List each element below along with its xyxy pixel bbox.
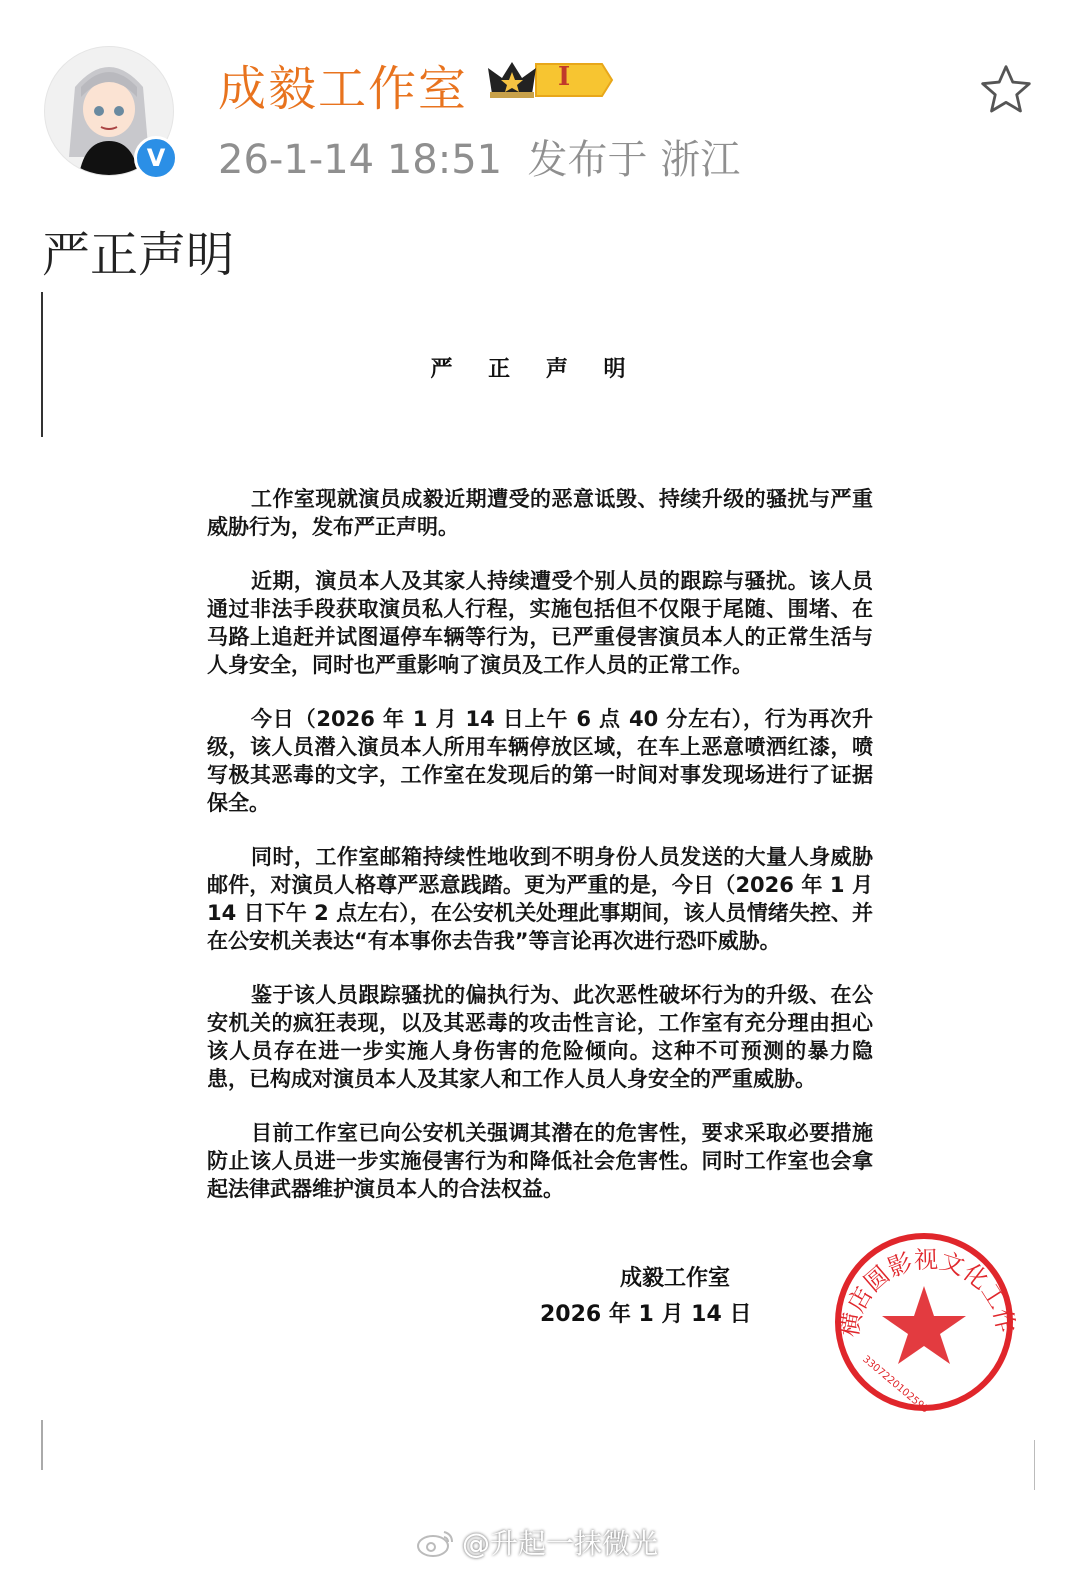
watermark: [416, 1522, 658, 1562]
document-paragraph: 近期，演员本人及其家人持续遭受个别人员的跟踪与骚扰。该人员通过非法手段获取演员私人行程，实施包括但不仅限于尾随、围堵、在马路上追赶并试图逼停车辆等行为，已严重侵害演员本人的正常生活与人身安全，同时也严重影响了演员及工作人员的正常工作。: [207, 569, 873, 677]
official-stamp: [828, 1228, 1022, 1422]
document-body: [207, 485, 873, 1229]
crown-badge-icon[interactable]: [486, 58, 614, 106]
stamp-text: 横店圆影视文化工作: [835, 1245, 1021, 1339]
timestamp: 26-1-14 18:51: [218, 137, 503, 183]
signature-date: 2026 年 1 月 14 日: [540, 1302, 752, 1327]
post-text: 严正声明: [42, 227, 235, 283]
document-border: [41, 1420, 43, 1470]
document-paragraph: 目前工作室已向公安机关强调其潜在的危害性，要求采取必要措施防止该人员进一步实施侵害行为和降低社会危害性。同时工作室也会拿起法律武器维护演员本人的合法权益。: [207, 1121, 873, 1201]
watermark-text: @升起一抹微光: [462, 1527, 659, 1560]
document-paragraph: 今日（2026 年 1 月 14 日上午 6 点 40 分左右），行为再次升级，该人员潜入演员本人所用车辆停放区域，在车上恶意喷洒红漆，喷写极其恶毒的文字，工作室在发现后的第一时间对事发现场进行了证据保全。: [207, 707, 873, 815]
badge-level: I: [558, 62, 571, 92]
verified-icon: V: [134, 136, 178, 180]
post-meta: [218, 128, 740, 185]
document-paragraph: 工作室现就演员成毅近期遭受的恶意诋毁、持续升级的骚扰与严重威胁行为，发布严正声明。: [207, 487, 873, 539]
location: 发布于 浙江: [527, 137, 741, 183]
star-icon[interactable]: [978, 62, 1034, 122]
signature-name: 成毅工作室: [620, 1266, 731, 1291]
document-border: [1034, 1440, 1035, 1490]
document-title: 严 正 声 明: [430, 357, 640, 382]
document-paragraph: 鉴于该人员跟踪骚扰的偏执行为、此次恶性破坏行为的升级、在公安机关的疯狂表现，以及其恶毒的攻击性言论，工作室有充分理由担心该人员存在进一步实施人身伤害的危险倾向。这种不可预测的暴力隐患，已构成对演员本人及其家人和工作人员人身安全的严重威胁。: [207, 983, 873, 1091]
weibo-icon: [416, 1526, 456, 1558]
account-name[interactable]: 成毅工作室: [218, 61, 469, 117]
stamp-number: 3307220102595: [860, 1353, 931, 1416]
document-paragraph: 同时，工作室邮箱持续性地收到不明身份人员发送的大量人身威胁邮件，对演员人格尊严恶意践踏。更为严重的是，今日（2026 年 1 月 14 日下午 2 点左右），在公安机关处理此事期间，该人员情绪失控、并在公安机关表达“有本事你去告我”等言论再次进行恐吓威胁。: [207, 845, 873, 953]
